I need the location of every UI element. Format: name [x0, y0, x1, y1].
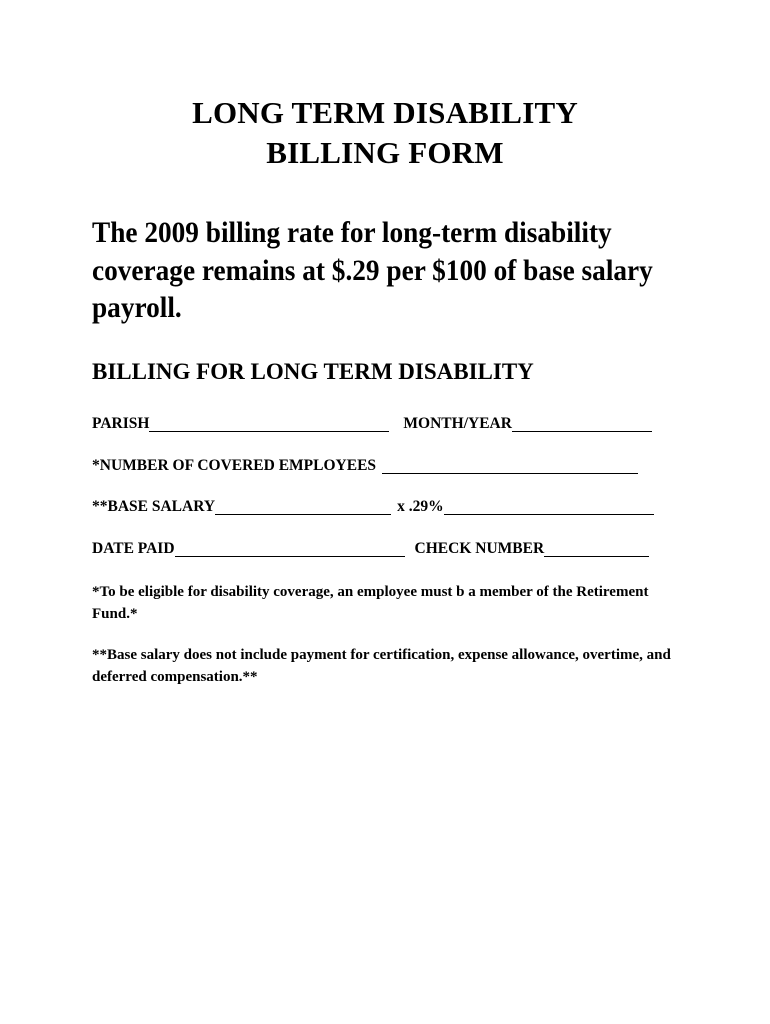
covered-employees-row: [92, 456, 638, 476]
rate-statement: The 2009 billing rate for long-term disability coverage remains at $.29 per $100 of base salary payroll.: [92, 216, 653, 324]
covered-employees-label: *NUMBER OF COVERED EMPLOYEES: [92, 457, 377, 474]
month-year-field[interactable]: [512, 415, 652, 432]
form-title: [0, 93, 770, 173]
section-heading: BILLING FOR LONG TERM DISABILITY: [92, 359, 534, 384]
base-salary-row: [92, 497, 654, 517]
rate-total-field[interactable]: [444, 498, 654, 515]
month-year-label: MONTH/YEAR: [403, 415, 512, 432]
check-number-field[interactable]: [544, 540, 649, 557]
check-number-label: CHECK NUMBER: [414, 540, 545, 557]
title-line-1: LONG TERM DISABILITY: [192, 95, 578, 130]
base-salary-label: **BASE SALARY: [92, 498, 216, 515]
date-check-row: [92, 539, 649, 559]
title-line-2: BILLING FORM: [266, 135, 504, 170]
rate-label: x .29%: [397, 498, 444, 515]
date-paid-field[interactable]: [175, 540, 405, 557]
date-paid-label: DATE PAID: [92, 540, 175, 557]
eligibility-note: *To be eligible for disability coverage, an employee must b a member of the Retirement Fund.*: [92, 584, 649, 622]
base-salary-note: **Base salary does not include payment for certification, expense allowance, overtime, and deferred compensation.**: [92, 647, 671, 685]
base-salary-field[interactable]: [215, 498, 391, 515]
parish-label: PARISH: [92, 415, 150, 432]
covered-employees-field[interactable]: [382, 457, 638, 474]
parish-month-row: [92, 414, 652, 434]
parish-field[interactable]: [149, 415, 389, 432]
